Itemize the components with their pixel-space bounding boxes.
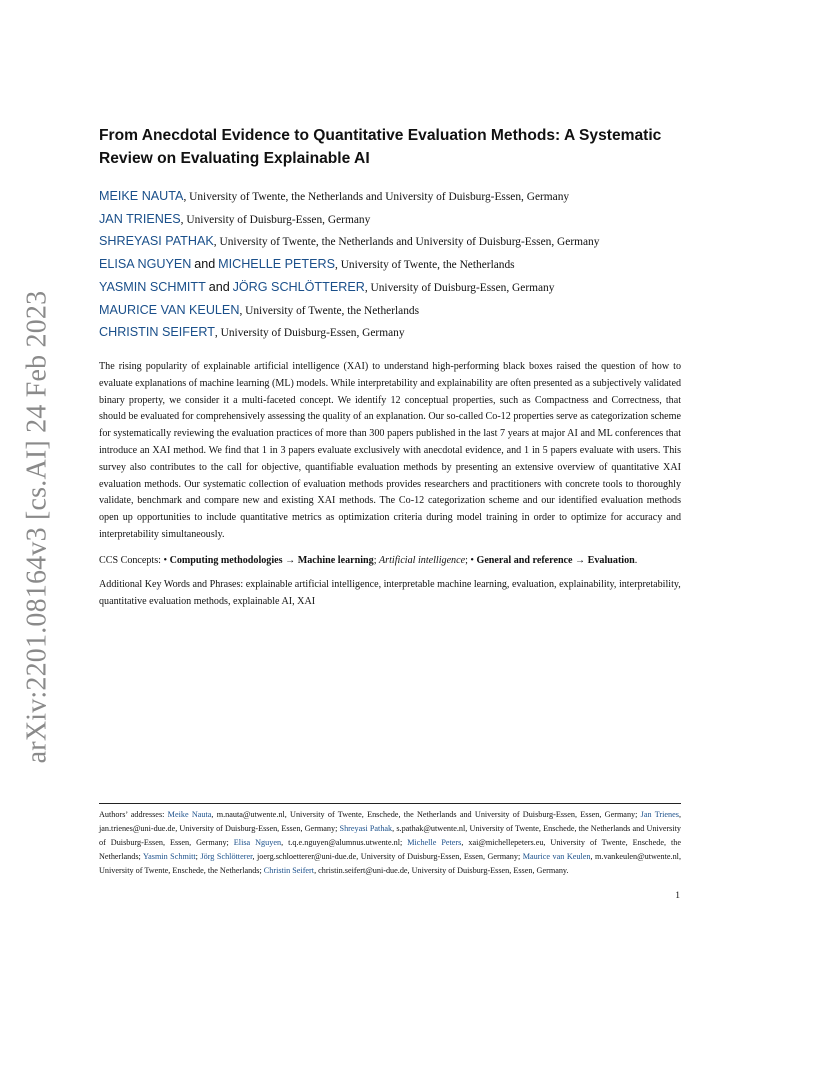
footnote-author-name-link[interactable]: Michelle Peters — [407, 838, 462, 848]
author-affiliation: , University of Duisburg-Essen, Germany — [364, 281, 555, 294]
author-affiliation: , University of Twente, the Netherlands and University of Duisburg-Essen, Germany — [213, 236, 600, 249]
footnote-author-name-link[interactable]: Meike Nauta — [167, 810, 212, 819]
and-conjunction: and — [194, 257, 216, 272]
footnote-text: , joerg.schloetterer@uni-due.de, University of Duisburg-Essen, Essen, Germany; — [252, 852, 523, 862]
author-line — [99, 254, 681, 277]
ccs-label: CCS Concepts: • — [99, 554, 170, 566]
footnote-author-name-link[interactable]: Jörg Schlötterer — [200, 852, 253, 862]
footnote-text: , jan.trienes@uni-due.de, University of Duisburg-Essen, Essen, Germany; — [99, 810, 682, 834]
author-affiliation: , University of Twente, the Netherlands — [239, 304, 420, 317]
footnote-author-name-link[interactable]: Jan Trienes — [640, 810, 679, 819]
ccs-concepts — [99, 553, 681, 570]
author-line — [99, 277, 681, 300]
footnote-text: , s.pathak@utwente.nl, University of Twente, Enschede, the Netherlands and University of Duisburg-Essen, Essen, Germany; — [99, 824, 682, 848]
author-affiliation: , University of Duisburg-Essen, Germany — [180, 213, 371, 226]
ccs-separator: ; • — [465, 554, 477, 566]
footnote-text: ; — [195, 852, 201, 862]
authors-addresses-footnote — [99, 803, 681, 878]
footnote-text: , christin.seifert@uni-due.de, University of Duisburg-Essen, Essen, Germany. — [314, 866, 569, 876]
footnote-author-name-link[interactable]: Elisa Nguyen — [233, 838, 282, 848]
footnote-text: Authors’ addresses: — [99, 810, 168, 819]
author-name-link[interactable]: JÖRG SCHLÖTTERER — [232, 279, 365, 294]
keywords: Additional Key Words and Phrases: explainable artificial intelligence, interpretable machine learning, evaluation, explainability, interpretability, quantitative evaluation methods, explainable AI, XAI — [99, 579, 681, 608]
author-affiliation: , University of Twente, the Netherlands — [335, 259, 515, 272]
author-line — [99, 186, 681, 209]
footnote-author-name-link[interactable]: Shreyasi Pathak — [339, 824, 393, 834]
author-line — [99, 209, 681, 232]
author-line — [99, 322, 681, 345]
author-line — [99, 300, 681, 323]
arxiv-id-text: arXiv:2201.08164v3 [cs.AI] 24 Feb 2023 — [21, 290, 52, 764]
author-name-link[interactable]: JAN TRIENES — [99, 211, 181, 226]
author-name-link[interactable]: MAURICE VAN KEULEN — [99, 302, 240, 317]
author-name-link[interactable]: SHREYASI PATHAK — [99, 234, 214, 249]
paper-front-matter — [99, 124, 681, 611]
ccs-end: . — [634, 554, 638, 566]
author-list — [99, 186, 681, 345]
abstract: The rising popularity of explainable artificial intelligence (XAI) to understand high-performing black boxes raised the question of how to evaluate explanations of machine learning (ML) models. While interpretability and explainability are often presented as a subjectively validated binary property, we consider it a multi-faceted concept. We identify 12 conceptual properties, such as Compactness and Correctness, that should be evaluated for comprehensively assessing the quality of an explanation. Our so-called Co-12 properties serve as categorization scheme for systematically reviewing the evaluation practices of more than 300 papers published in the last 7 years at major AI and ML conferences that introduce an XAI method. We find that 1 in 3 papers evaluate exclusively with anecdotal evidence, and 1 in 5 papers evaluate with users. This survey also contributes to the call for objective, quantifiable evaluation methods by presenting an extensive overview of quantitative XAI evaluation methods. Our systematic collection of evaluation methods provides researchers and practitioners with concrete tools to thoroughly validate, benchmark and compare new and existing XAI methods. The Co-12 categorization scheme and our identified evaluation methods open up opportunities to include quantitative metrics as optimization criteria during model training in order to optimize for accuracy and interpretability simultaneously. — [99, 360, 681, 540]
footnote-author-name-link[interactable]: Maurice van Keulen — [522, 852, 591, 862]
paper-title: From Anecdotal Evidence to Quantitative Evaluation Methods: A Systematic Review on Evaluating Explainable AI — [99, 127, 662, 167]
footnote-author-name-link[interactable]: Yasmin Schmitt — [143, 852, 196, 862]
and-conjunction: and — [208, 279, 230, 294]
arxiv-stamp — [16, 290, 58, 764]
footnote-text: , m.nauta@utwente.nl, University of Twente, Enschede, the Netherlands and University of Duisburg-Essen, Essen, Germany; — [211, 810, 641, 819]
footnote-text: , t.q.e.nguyen@alumnus.utwente.nl; — [281, 838, 408, 848]
ccs-concept-3: General and reference → Evaluation — [476, 554, 635, 566]
ccs-concept-1: Computing methodologies → Machine learning — [169, 554, 374, 566]
author-name-link[interactable]: MEIKE NAUTA — [99, 189, 184, 203]
author-name-link[interactable]: YASMIN SCHMITT — [99, 279, 206, 294]
author-name-link[interactable]: MICHELLE PETERS — [218, 257, 335, 272]
author-affiliation: , University of Twente, the Netherlands and University of Duisburg-Essen, Germany — [183, 191, 570, 203]
footnote-author-name-link[interactable]: Christin Seifert — [263, 866, 315, 876]
author-name-link[interactable]: CHRISTIN SEIFERT — [99, 325, 215, 340]
footnote-text: , m.vankeulen@utwente.nl, University of Twente, Enschede, the Netherlands; — [99, 852, 682, 876]
author-name-link[interactable]: ELISA NGUYEN — [99, 257, 192, 272]
page-number: 1 — [675, 891, 680, 901]
author-line — [99, 231, 681, 254]
footnote-text: , xai@michellepeters.eu, University of Twente, Enschede, the Netherlands; — [99, 838, 682, 862]
ccs-separator: ; — [373, 554, 380, 566]
author-affiliation: , University of Duisburg-Essen, Germany — [214, 327, 405, 340]
ccs-concept-2: Artificial intelligence — [379, 554, 466, 566]
